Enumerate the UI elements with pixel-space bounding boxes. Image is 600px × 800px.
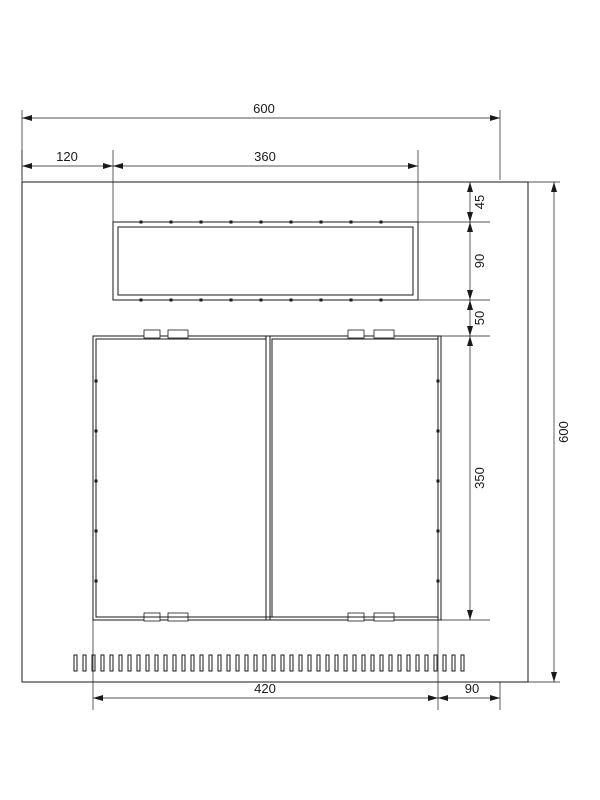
door-assembly [93, 330, 441, 621]
dim-label-120: 120 [56, 149, 78, 164]
bottom-extension-lines [93, 620, 500, 710]
top-panel-fixings [140, 221, 382, 301]
dimension-right-45 [467, 182, 487, 222]
dimension-top-inner-360 [113, 149, 418, 222]
dim-label-right-600: 600 [556, 421, 571, 443]
dimension-top-offset-120 [22, 149, 113, 222]
dimension-right-50 [467, 300, 487, 336]
dim-label-90-bottom: 90 [464, 681, 480, 696]
dim-label-90: 90 [472, 253, 487, 269]
dim-label-360: 360 [254, 149, 276, 164]
dim-label-350: 350 [472, 467, 487, 489]
dimension-right-350 [467, 336, 487, 620]
dim-label-420: 420 [254, 681, 276, 696]
dim-label-50: 50 [472, 310, 487, 326]
door-edge-marks [95, 380, 439, 582]
dim-label-top-overall: 600 [253, 101, 275, 116]
dim-label-45: 45 [472, 194, 487, 210]
dimension-bottom-90 [438, 681, 500, 701]
cabinet-outline [22, 182, 528, 682]
door-top-hardware [144, 330, 394, 338]
bottom-ventilation-slots [74, 655, 464, 671]
dimension-right-overall-600 [551, 182, 571, 682]
dimension-right-90 [467, 222, 487, 300]
dimension-top-overall [22, 101, 500, 180]
dimension-bottom-420 [93, 681, 438, 701]
top-panel [113, 221, 418, 301]
